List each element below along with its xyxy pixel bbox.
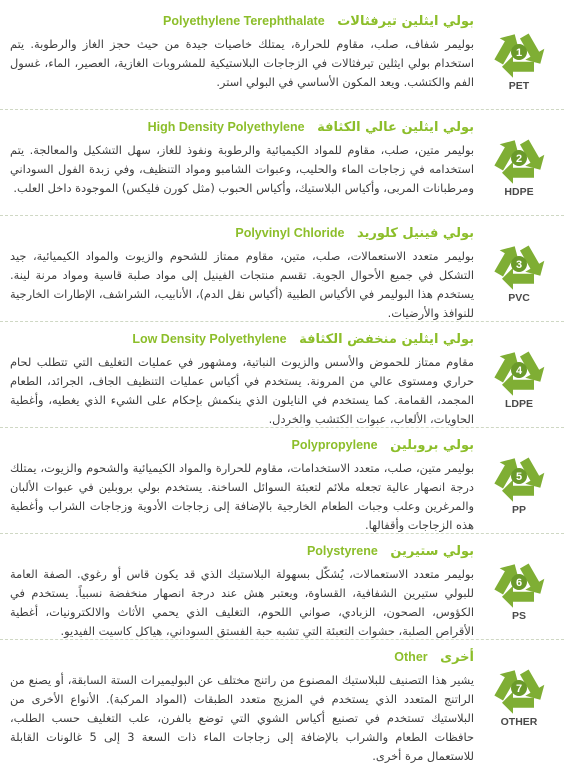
resin-code-label: OTHER [500, 716, 538, 728]
plastic-item-description: بوليمر متين، صلب، مقاوم للمواد الكيميائية والرطوبة ونفوذ للغاز، سهل التشكيل والمعالجة. يتم استخدامه في زجاجات الماء والحليب، وعبوات الشامبو ومواد التنظيف، وفي زبدة الفول السوداني ومرطبانات المربى، وأكياس البلاستيك، وأكياس الحبوب (مثل كورن فليكس) الموجودة داخل العلب. [10, 143, 474, 195]
title-english: Polystyrene [306, 544, 378, 558]
plastic-item-7 [0, 640, 564, 763]
plastic-item-title [10, 118, 474, 137]
title-english: Low Density Polyethylene [132, 332, 287, 346]
resin-code-label: PVC [508, 292, 530, 304]
resin-code-label: PP [511, 504, 526, 516]
title-arabic: بولي بروبلين [390, 438, 474, 453]
resin-code-number: 1 [515, 47, 523, 59]
recycle-icon [482, 550, 556, 632]
plastic-item-description: مقاوم ممتاز للحموض والأسس والزيوت النباتية، ومشهور في عمليات التغليف التي تتطلب لحام حراري ومستوى عالي من المرونة. يستخدم في أكياس عمليات التنظيف الجاف، الجرائد، الطعام المجمد، القمامة. كما يستخدم في النايلون الذي ينكمش بإحكام على الشيء الذي يغطيه، وأغطية الحاويات، الألعاب، عبوات الكتشب والخردل. [10, 355, 474, 426]
resin-code-number: 2 [515, 153, 523, 165]
plastic-item-description: يشير هذا التصنيف للبلاستيك المصنوع من راتنج مختلف عن البوليميرات الستة السابقة، أو يصنع من الراتنج المتعدد الذي يستخدم في المزيج متعدد الطبقات (المواد المركبة). الأنواع الأخرى من البلاستيك تستخدم في تصنيع أكياس الشوي التي توضع بالفرن، علب التغليف حسب الطلب، حافظات الطعام والشراب بالإضافة إلى زجاجات الماء ذات السعة 3 إلى 5 غالونات القابلة للاستعمال مرة أخرى. [10, 673, 474, 763]
plastic-item-text [10, 118, 474, 198]
recycle-icon [482, 444, 556, 526]
plastic-item-title [10, 330, 474, 349]
plastic-item-description: بوليمر متعدد الاستعمالات، صلب، متين، مقاوم ممتاز للشحوم والزيوت والمواد الكيميائية، جيد التشكل في جميع الأحوال الجوية. تقسم منتجات الفينيل إلى مواد صلبة قاسية ومواد مرنة لينة. يستخدم هذا البوليمر في الأكياس الطبية (أكياس نقل الدم)، الأنابيب، الشراشف، الإطارات الخارجية للنوافذ والأرضيات. [10, 249, 474, 320]
title-arabic: بولي ايثلين تيرفثالات [337, 14, 474, 29]
title-arabic: بولي ايثلين عالي الكثافة [317, 120, 474, 135]
plastic-item-description: بوليمر شفاف، صلب، مقاوم للحرارة، يمتلك خاصيات جيدة من حيث حجز الغاز والرطوبة. يتم استخدام بولي ايثلين تيرفثالات في الزجاجات البلاستيكية للمشروبات الغازية، العصير، الماء، غسول الفم والكتشب. ويعد المكون الأساسي في البولي استر. [10, 37, 474, 89]
plastic-item-1 [0, 4, 564, 110]
plastic-item-text [10, 12, 474, 92]
recycle-icon [482, 20, 556, 102]
recycle-icon [482, 126, 556, 208]
plastic-item-text [10, 330, 474, 429]
plastic-item-3 [0, 216, 564, 322]
recycle-icon [482, 338, 556, 420]
title-arabic: أخرى [440, 650, 474, 665]
plastic-item-title [10, 224, 474, 243]
title-english: High Density Polyethylene [147, 120, 305, 134]
plastic-item-title [10, 12, 474, 31]
plastic-item-title [10, 542, 474, 561]
title-arabic: بولي ايثلين منخفض الكثافة [299, 332, 474, 347]
plastic-item-text [10, 542, 474, 641]
title-english: Polyvinyl Chloride [235, 226, 345, 240]
plastic-item-title [10, 436, 474, 455]
plastic-item-text [10, 224, 474, 323]
plastic-item-4 [0, 322, 564, 428]
plastic-item-2 [0, 110, 564, 216]
plastic-item-text [10, 436, 474, 535]
resin-code-number: 3 [515, 259, 523, 271]
recycle-icon [482, 232, 556, 314]
plastic-item-text [10, 648, 474, 766]
resin-code-label: HDPE [504, 186, 534, 198]
resin-code-number: 5 [515, 471, 523, 483]
title-arabic: بولي ستيرين [390, 544, 474, 559]
title-arabic: بولي فينيل كلوريد [356, 226, 474, 241]
resin-code-number: 4 [515, 365, 523, 377]
resin-code-number: 7 [515, 683, 523, 695]
title-english: Polypropylene [291, 438, 378, 452]
recycle-icon [482, 656, 556, 738]
plastic-item-5 [0, 428, 564, 534]
resin-code-number: 6 [515, 577, 523, 589]
title-english: Other [394, 650, 428, 664]
plastic-item-description: بوليمر متعدد الاستعمالات، يُشكّل بسهولة البلاستيك الذي قد يكون قاس أو رغوي. الصفة العامة للبولي ستيرين الشفافية، القساوة، ويعتبر هش عند درجة انصهار منخفضة نسبياً. يستخدم في الكؤوس، الصحون، الزبادي، صواني اللحوم، التغليف الذي يحمي الأثاث والالكترونيات، أغطية الأقراص الصلبة، حشوات التعبئة التي تشبه حبة الفستق السوداني، هياكل كاسيت الفيديو. [10, 567, 474, 638]
plastic-item-6 [0, 534, 564, 640]
plastic-item-description: بوليمر متين، صلب، متعدد الاستخدامات، مقاوم للحرارة والمواد الكيميائية والشحوم والزيوت، يمتلك درجة انصهار عالية تجعله ملائم لتعبئة السوائل الساخنة. يستخدم بولي بروبلين في عبوات الألبان والمرغرين وعلب وجبات الطعام الخارجية بالإضافة إلى زجاجات الأدوية وزجاجات الشراب وأغطية هذه الزجاجات وأقفالها. [10, 461, 474, 532]
plastic-item-title [10, 648, 474, 667]
resin-code-label: PS [511, 610, 526, 622]
resin-code-label: LDPE [504, 398, 533, 410]
title-english: Polyethylene Terephthalate [163, 14, 325, 28]
resin-code-label: PET [508, 80, 530, 92]
